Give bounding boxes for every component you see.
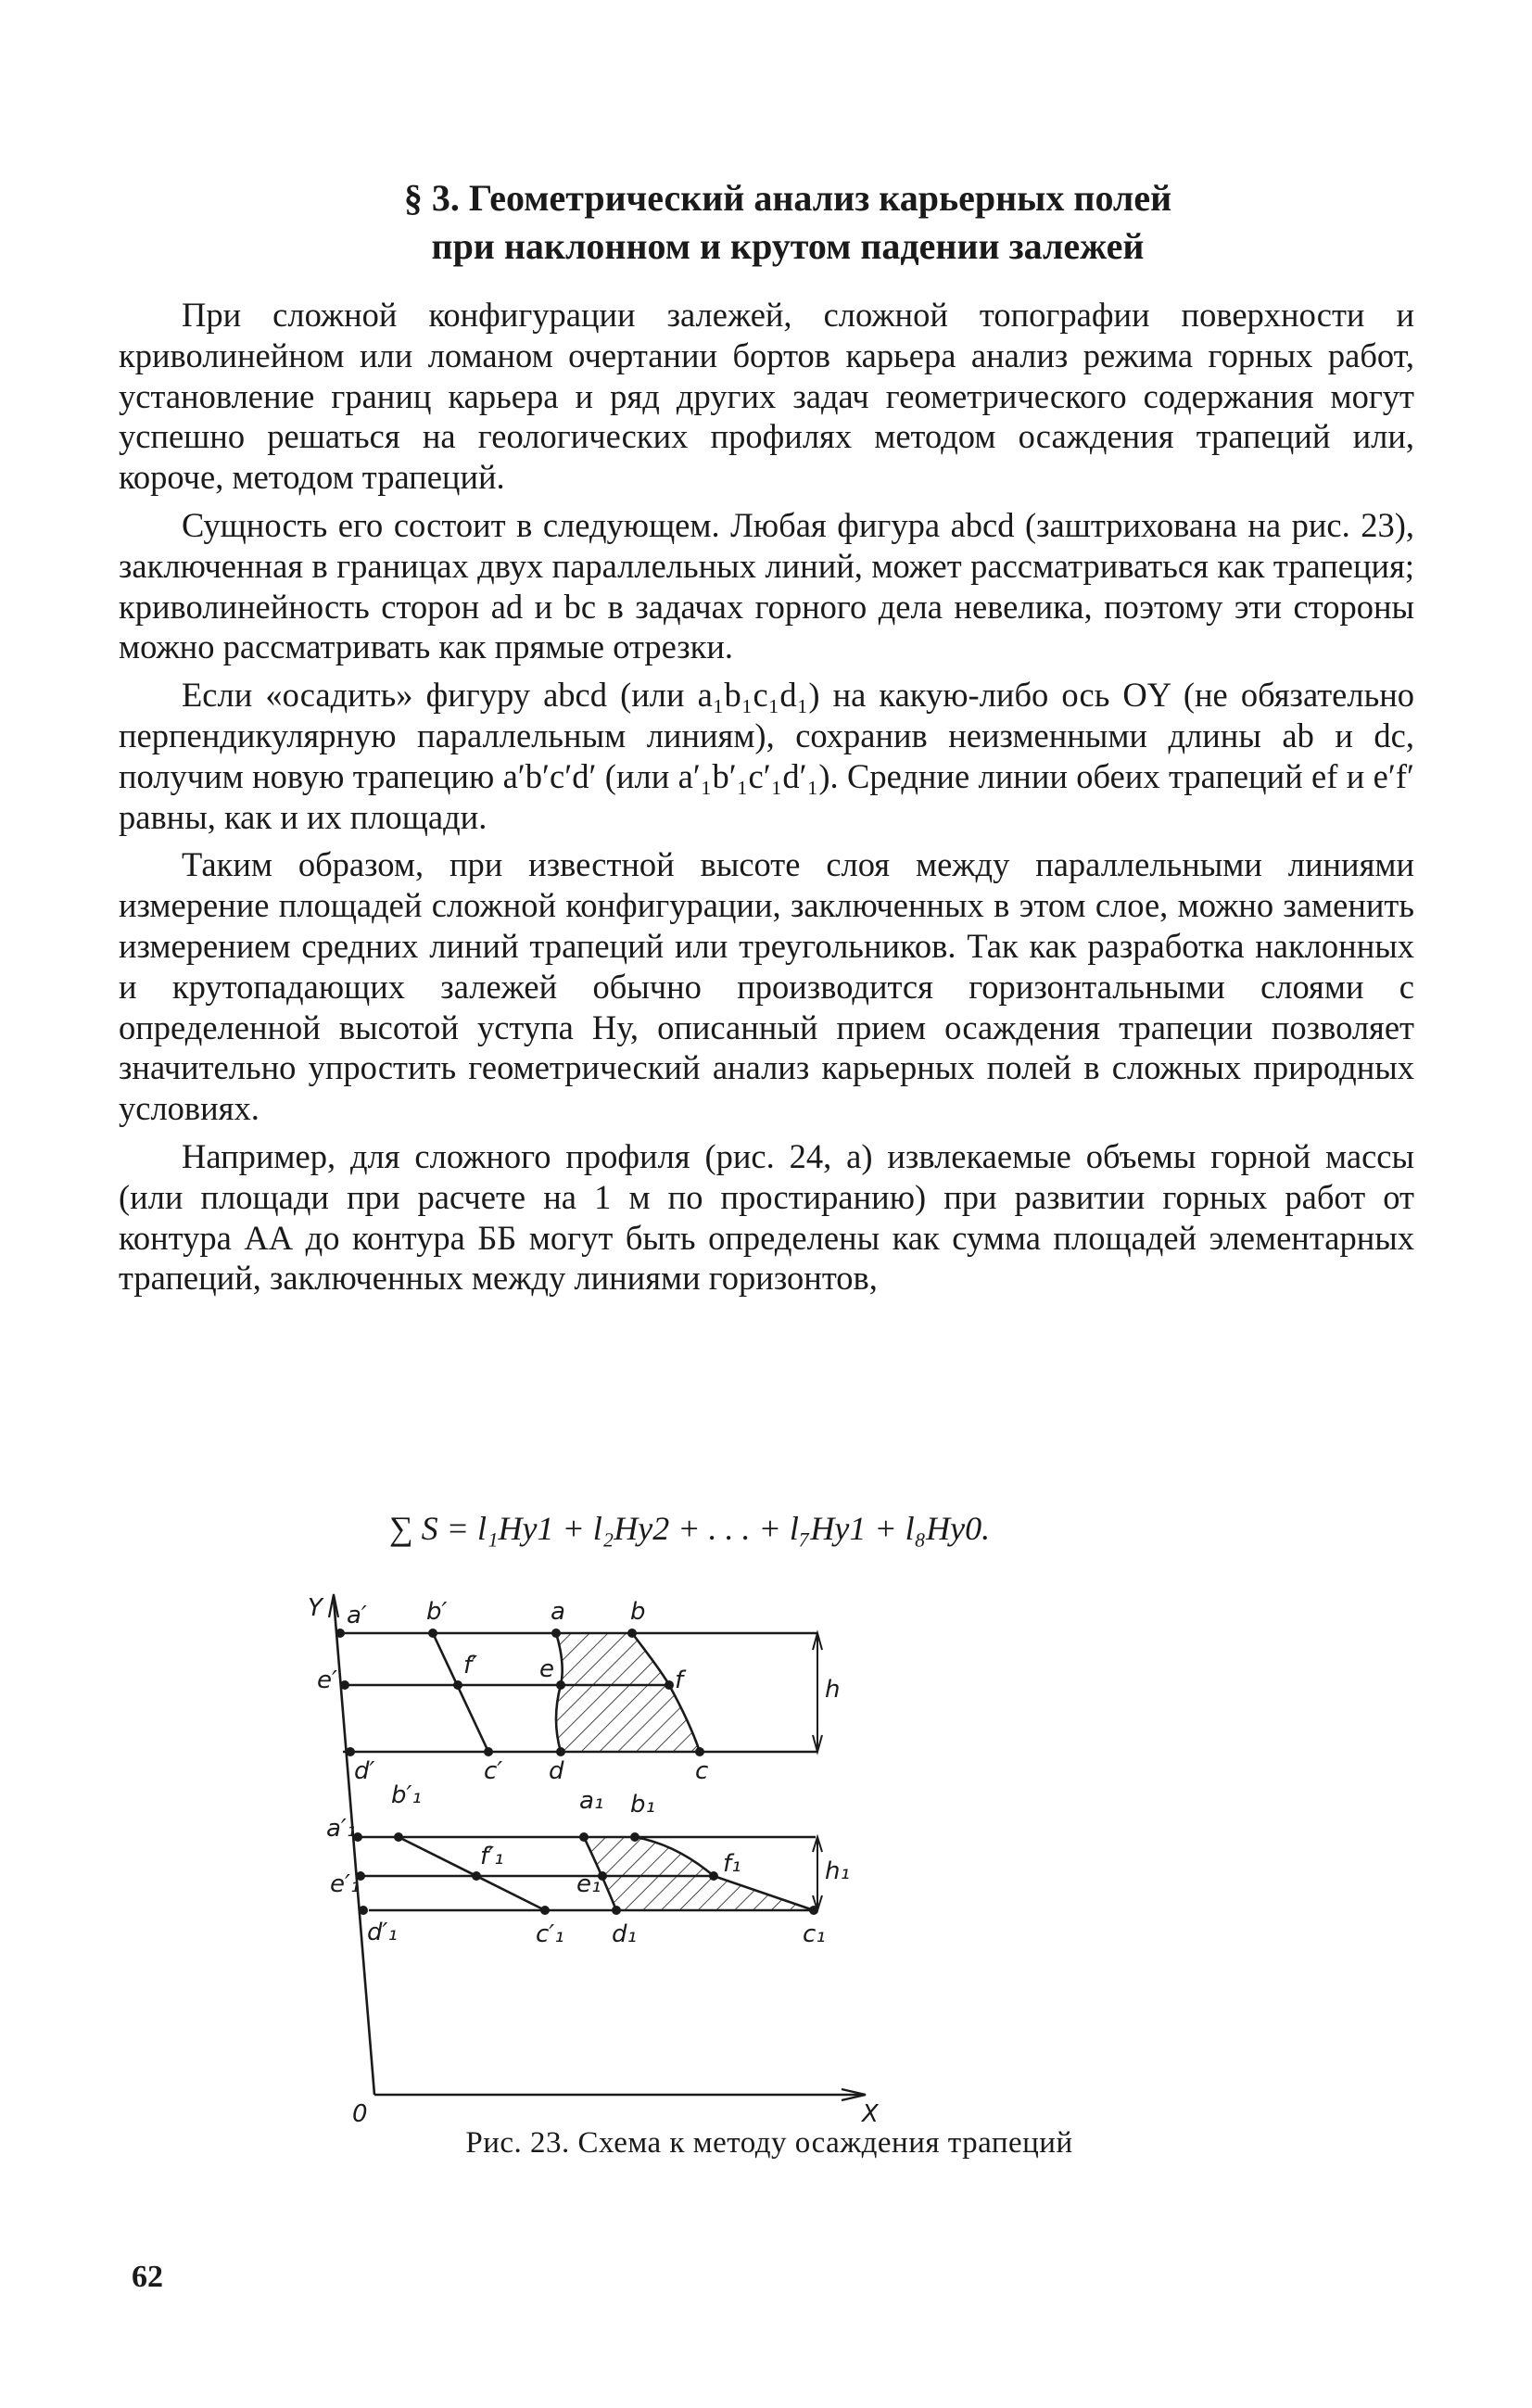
label-a: a	[551, 1598, 565, 1626]
label-h: h	[825, 1676, 841, 1704]
label-c: c	[695, 1757, 709, 1785]
label-d: d	[549, 1757, 564, 1785]
label-h1: h₁	[825, 1857, 850, 1885]
paragraph-2: Сущность его состоит в следующем. Любая фигура abcd (заштрихована на рис. 23), заключенная в границах двух параллельных линий, может рассматриваться как трапеция; криволинейность сторон ad и bc в задачах горного дела невелика, поэтому эти стороны можно рассматривать как прямые отрезки.	[119, 505, 1414, 666]
area-sum-formula: ∑ S = l₁Hу1 + l₂Hу2 + . . . + l₇Hу1 + l₈Hу0.	[389, 1510, 991, 1547]
label-f: f	[675, 1667, 684, 1694]
label-a1: a₁	[579, 1787, 604, 1815]
label-a1-prime: a′₁	[326, 1815, 357, 1843]
label-c-prime: c′	[484, 1757, 503, 1785]
label-e1-prime: e′₁	[330, 1870, 361, 1898]
trapezoid-settling-diagram	[306, 1576, 1242, 2128]
figure-labels	[308, 1576, 1362, 2128]
label-c1-prime: c′₁	[536, 1920, 564, 1948]
label-origin: 0	[352, 2100, 368, 2128]
label-d-prime: d′	[354, 1757, 375, 1785]
label-e: e	[539, 1655, 554, 1683]
label-f1: f₁	[723, 1850, 741, 1878]
label-b1-prime: b′₁	[391, 1781, 422, 1809]
paragraph-5: Например, для сложного профиля (рис. 24, а) извлекаемые объемы горной массы (или площади при расчете на 1 м по простиранию) при развитии горных работ от контура АА до контура ББ могут быть определены как сумма площадей элементарных трапеций, заключенных между линиями горизонтов,	[119, 1136, 1414, 1298]
section-heading	[185, 174, 1390, 271]
label-d1: d₁	[612, 1920, 637, 1948]
label-f1-prime: f′₁	[480, 1843, 504, 1870]
label-x-axis: X	[862, 2100, 879, 2128]
label-d1-prime: d′₁	[367, 1919, 398, 1946]
label-a-prime: a′	[347, 1602, 367, 1629]
paragraph-4: Таким образом, при известной высоте слоя между параллельными линиями измерение площадей сложной конфигурации, заключенных в этом слое, можно заменить измерением средних линий трапеций или треугольников. Так как разработка наклонных и крутопадающих залежей обычно производится горизонтальными слоями с определенной высотой уступа Hу, описанный прием осаждения трапеции позволяет значительно упростить геометрический анализ карьерных полей в сложных природных условиях.	[119, 845, 1414, 1128]
body-text	[119, 295, 1414, 1306]
heading-line-2: при наклонном и крутом падении залежей	[431, 225, 1145, 267]
heading-line-1: § 3. Геометрический анализ карьерных полей	[403, 177, 1172, 219]
paragraph-3: Если «осадить» фигуру abcd (или a₁b₁c₁d₁) на какую-либо ось OY (не обязательно перпендикулярную параллельным линиям), сохранив неизменными длины ab и dc, получим новую трапецию a′b′c′d′ (или a′₁b′₁c′₁d′₁). Средние линии обеих трапеций ef и e′f′ равны, как и их площади.	[119, 676, 1414, 836]
label-f-prime: f′	[463, 1652, 478, 1679]
label-c1: c₁	[803, 1920, 826, 1948]
label-b-prime: b′	[426, 1598, 448, 1626]
label-y-axis: Y	[308, 1594, 323, 1622]
figure-caption: Рис. 23. Схема к методу осаждения трапеций	[465, 2126, 1073, 2160]
label-e-prime: e′	[317, 1667, 337, 1694]
label-b: b	[630, 1598, 646, 1626]
label-b1: b₁	[630, 1791, 655, 1819]
page-number: 62	[132, 2260, 163, 2294]
paragraph-1: При сложной конфигурации залежей, сложной топографии поверхности и криволинейном или ломаном очертании бортов карьера анализ режима горных работ, установление границ карьера и ряд других задач геометрического содержания могут успешно решаться на геологических профилях методом осаждения трапеций или, короче, методом трапеций.	[119, 296, 1414, 497]
label-e1: e₁	[576, 1870, 601, 1898]
